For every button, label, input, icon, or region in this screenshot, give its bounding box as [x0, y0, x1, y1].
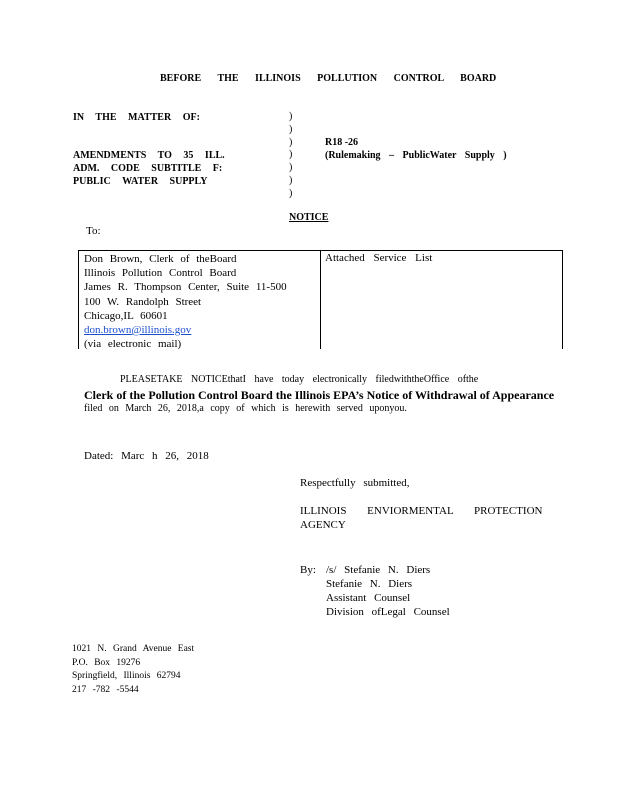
- email-link[interactable]: don.brown@illinois.gov: [84, 324, 192, 337]
- address-line: 100 W. Randolph Street: [84, 295, 202, 308]
- attached-service-list: Attached Service List: [325, 252, 433, 264]
- paren: ): [289, 136, 293, 148]
- footer-line: 1021 N. Grand Avenue East: [72, 644, 195, 654]
- agency-line-2: AGENCY: [300, 519, 346, 531]
- closing: Respectfully submitted,: [300, 477, 410, 489]
- notice-body-line-2: Clerk of the Pollution Control Board the Illinois EPA’s Notice of Withdrawal of Appearance: [84, 388, 555, 402]
- paren: ): [289, 149, 293, 161]
- service-table: [78, 250, 563, 349]
- footer-address: [72, 643, 194, 697]
- notice-body-line-3: filed on March 26, 2018,a copy of which is herewith served uponyou.: [84, 403, 407, 414]
- signer-title: Assistant Counsel: [326, 592, 411, 604]
- dated-line: Dated: Marc h 26, 2018: [84, 450, 209, 462]
- paren: ): [289, 111, 293, 122]
- case-description: (Rulemaking – PublicWater Supply ): [325, 150, 507, 161]
- paren: ): [289, 174, 293, 186]
- case-number: R18 -26: [325, 137, 359, 148]
- signer-division: Division ofLegal Counsel: [326, 606, 450, 618]
- signer-name: Stefanie N. Diers: [326, 578, 413, 590]
- matter-line-2: ADM. CODE SUBTITLE F:: [73, 163, 223, 174]
- paren: ): [289, 123, 293, 135]
- address-line: Chicago,IL 60601: [84, 309, 168, 322]
- footer-line: Springfield, Illinois 62794: [72, 671, 181, 681]
- by-label: By:: [300, 564, 316, 576]
- paren: ): [289, 162, 293, 174]
- footer-line: 217 -782 -5544: [72, 684, 139, 695]
- matter-line-1: AMENDMENTS TO 35 ILL.: [73, 150, 225, 161]
- matter-line-3: PUBLIC WATER SUPPLY: [73, 176, 208, 187]
- address-line: Don Brown, Clerk of theBoard: [84, 253, 237, 265]
- to-label: To:: [86, 225, 101, 237]
- via-note: (via electronic mail): [84, 338, 182, 351]
- agency-line-1: ILLINOIS ENVIORMENTAL PROTECTION: [300, 505, 543, 517]
- address-line: Illinois Pollution Control Board: [84, 267, 237, 280]
- signed-name: /s/ Stefanie N. Diers: [326, 564, 431, 576]
- service-address: [84, 252, 287, 351]
- address-line: James R. Thompson Center, Suite 11-500: [84, 281, 287, 294]
- paren-column: [289, 111, 292, 201]
- footer-line: P.O. Box 19276: [72, 657, 141, 668]
- paren: ): [289, 187, 293, 199]
- table-divider: [320, 251, 321, 349]
- notice-title: NOTICE: [289, 212, 329, 223]
- notice-body-line-1: PLEASETAKE NOTICEthatI have today electronically filedwiththeOffice ofthe: [120, 374, 479, 385]
- matter-label: IN THE MATTER OF:: [73, 112, 200, 123]
- document-header: BEFORE THE ILLINOIS POLLUTION CONTROL BOARD: [160, 73, 497, 84]
